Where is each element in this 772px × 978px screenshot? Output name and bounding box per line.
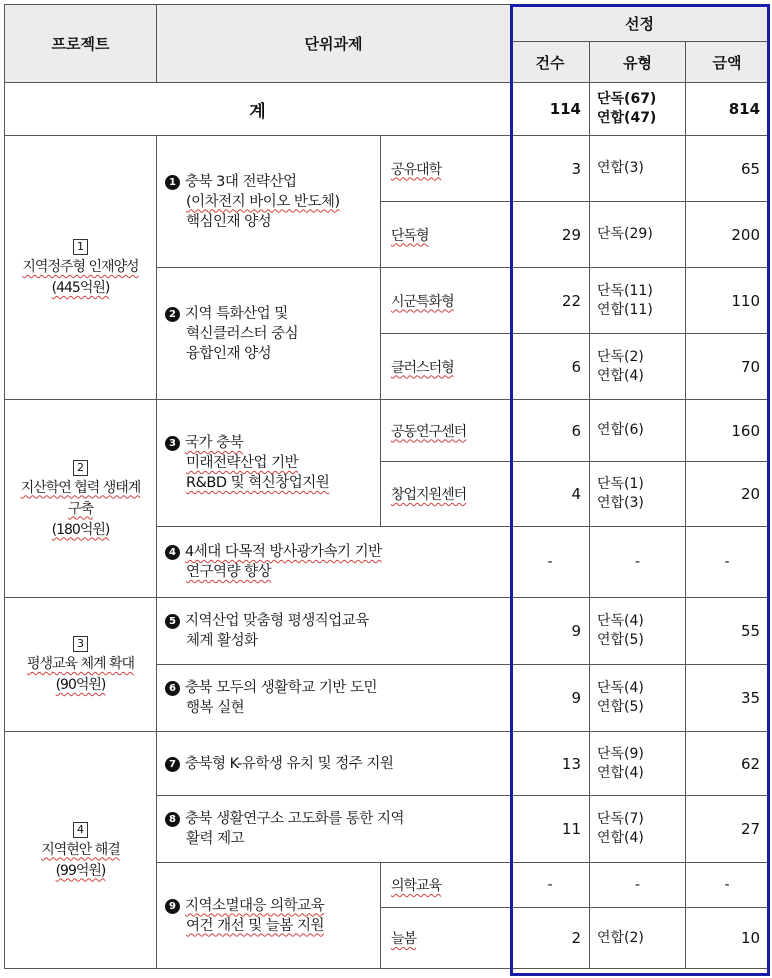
project-title-cont: 구축 [67,500,94,517]
amount-cell: 160 [686,400,769,462]
amount-cell: 70 [686,334,769,400]
type-cell [590,908,686,969]
amount-cell: 10 [686,908,769,969]
type-cell [590,136,686,202]
type-line: 단독(1) [597,476,644,492]
total-label: 계 [5,83,511,136]
sub-task [381,202,511,268]
sub-task [381,863,511,908]
task-line: 핵심인재 양성 [186,213,272,230]
type-line: 연합(6) [597,422,644,438]
task-line: 연구역량 향상 [186,564,272,580]
type-line: 단독(9) [597,745,644,762]
count-cell: - [511,863,590,908]
number-bullet-icon: 8 [165,812,180,827]
sub-task-label: 단독형 [391,227,429,244]
amount-cell: 200 [686,202,769,268]
count-cell: 11 [511,796,590,863]
sub-task-label: 공유대학 [391,161,442,178]
project-title: 평생교육 체계 확대 [26,656,135,672]
amount-cell: 20 [686,462,769,527]
sub-task-label: 공동연구센터 [391,423,467,440]
type-line: 단독(4) [597,613,644,629]
sub-task [381,400,511,462]
task-line: 4세대 다목적 방사광가속기 기반 [185,544,382,560]
number-bullet-icon: 5 [165,614,180,629]
project-budget: (180억원) [51,521,110,538]
task-9 [157,863,381,969]
amount-cell: 110 [686,268,769,334]
header-count: 건수 [511,42,590,83]
project-title: 지산학연 협력 생태계 [20,479,141,496]
type-cell [590,268,686,334]
type-line: 단독(29) [597,226,653,242]
amount-cell: 27 [686,796,769,863]
type-cell [590,462,686,527]
project-title: 지역현안 해결 [41,841,120,858]
task-line: 충북 3대 전략산업 [185,173,297,190]
type-line: 연합(2) [597,929,644,946]
amount-cell: 62 [686,732,769,796]
task-line: R&BD 및 혁신창업지원 [186,475,330,491]
table-row [5,400,769,462]
type-cell [590,334,686,400]
task-line: 충북 모두의 생활학교 기반 도민 [185,680,378,696]
task-5 [157,598,511,665]
project-budget: (90억원) [55,677,106,693]
task-line: 지역소멸대응 의학교육 [185,897,325,914]
project-budget: (99억원) [55,862,106,879]
sub-task [381,908,511,969]
project-title: 지역정주형 인재양성 [22,259,139,275]
count-cell: 3 [511,136,590,202]
total-type-joint: 연합(47) [597,110,657,126]
type-cell [590,796,686,863]
type-cell [590,665,686,732]
sub-task-label: 창업지원센터 [391,487,467,503]
number-bullet-icon: 3 [165,436,180,451]
type-line: 연합(3) [597,160,644,176]
type-line: 연합(4) [597,830,644,846]
count-cell: 9 [511,665,590,732]
type-line: 단독(7) [597,811,644,827]
count-cell: 13 [511,732,590,796]
task-line: 체계 활성화 [186,633,258,649]
total-type-solo: 단독(67) [597,91,657,107]
selection-table [4,4,769,969]
type-cell [590,732,686,796]
sub-task-label: 클러스터형 [391,359,454,376]
sub-task-label: 늘봄 [391,931,417,947]
number-bullet-icon: 7 [165,757,180,772]
count-cell: 29 [511,202,590,268]
header-row-1 [5,5,769,42]
count-cell: 22 [511,268,590,334]
type-line: 연합(4) [597,367,644,384]
type-line: 단독(11) [597,282,653,299]
type-line: 연합(5) [597,699,644,715]
project-4-cell [5,732,157,969]
count-cell: 2 [511,908,590,969]
task-line: 행복 실현 [186,700,245,716]
amount-cell: - [686,863,769,908]
total-row [5,83,769,136]
header-amount: 금액 [686,42,769,83]
amount-cell: 65 [686,136,769,202]
type-cell: - [590,527,686,598]
header-type: 유형 [590,42,686,83]
task-line: 지역 특화산업 및 [185,305,288,322]
header-project: 프로젝트 [5,5,157,83]
task-4 [157,527,511,598]
type-cell [590,400,686,462]
sub-task [381,462,511,527]
project-number-box: 1 [73,239,88,255]
type-cell [590,598,686,665]
task-line: 미래전략산업 기반 [186,455,299,471]
project-number-box: 3 [73,636,88,652]
total-type [590,83,686,136]
type-cell: - [590,863,686,908]
task-line: (이차전지 바이오 반도체) [186,193,340,210]
project-budget: (445억원) [51,280,110,296]
number-bullet-icon: 4 [165,545,180,560]
task-line: 혁신클러스터 중심 [186,325,299,342]
sub-task-label: 의학교육 [391,878,442,894]
amount-cell: - [686,527,769,598]
task-line: 충북형 K-유학생 유치 및 정주 지원 [185,755,394,772]
table-row [5,732,769,796]
project-number-box: 2 [73,460,88,476]
project-number-box: 4 [73,822,88,838]
type-cell [590,202,686,268]
amount-cell: 35 [686,665,769,732]
sub-task [381,268,511,334]
task-8 [157,796,511,863]
project-2-cell [5,400,157,598]
type-line: 연합(11) [597,301,653,318]
task-2 [157,268,381,400]
count-cell: 9 [511,598,590,665]
type-line: 연합(3) [597,495,644,511]
project-3-cell [5,598,157,732]
count-cell: 6 [511,334,590,400]
task-line: 지역산업 맞춤형 평생직업교육 [185,613,369,629]
header-unit-task: 단위과제 [157,5,511,83]
count-cell: - [511,527,590,598]
task-line: 국가 충북 [185,435,244,451]
number-bullet-icon: 1 [165,175,180,190]
task-7 [157,732,511,796]
project-1-cell [5,136,157,400]
count-cell: 6 [511,400,590,462]
task-line: 융합인재 양성 [186,345,272,362]
task-1 [157,136,381,268]
task-line: 여건 개선 및 늘봄 지원 [186,917,324,934]
number-bullet-icon: 9 [165,899,180,914]
header-selection: 선정 [511,5,769,42]
task-line: 활력 제고 [186,831,245,847]
count-cell: 4 [511,462,590,527]
total-amount: 814 [686,83,769,136]
total-count: 114 [511,83,590,136]
sub-task-label: 시군특화형 [391,293,454,310]
number-bullet-icon: 6 [165,681,180,696]
number-bullet-icon: 2 [165,307,180,322]
sub-task [381,136,511,202]
type-line: 연합(5) [597,632,644,648]
table-row [5,136,769,202]
task-6 [157,665,511,732]
amount-cell: 55 [686,598,769,665]
type-line: 단독(2) [597,348,644,365]
type-line: 단독(4) [597,680,644,696]
task-line: 충북 생활연구소 고도화를 통한 지역 [185,811,405,827]
type-line: 연합(4) [597,764,644,781]
task-3 [157,400,381,527]
sub-task [381,334,511,400]
table-row [5,598,769,665]
